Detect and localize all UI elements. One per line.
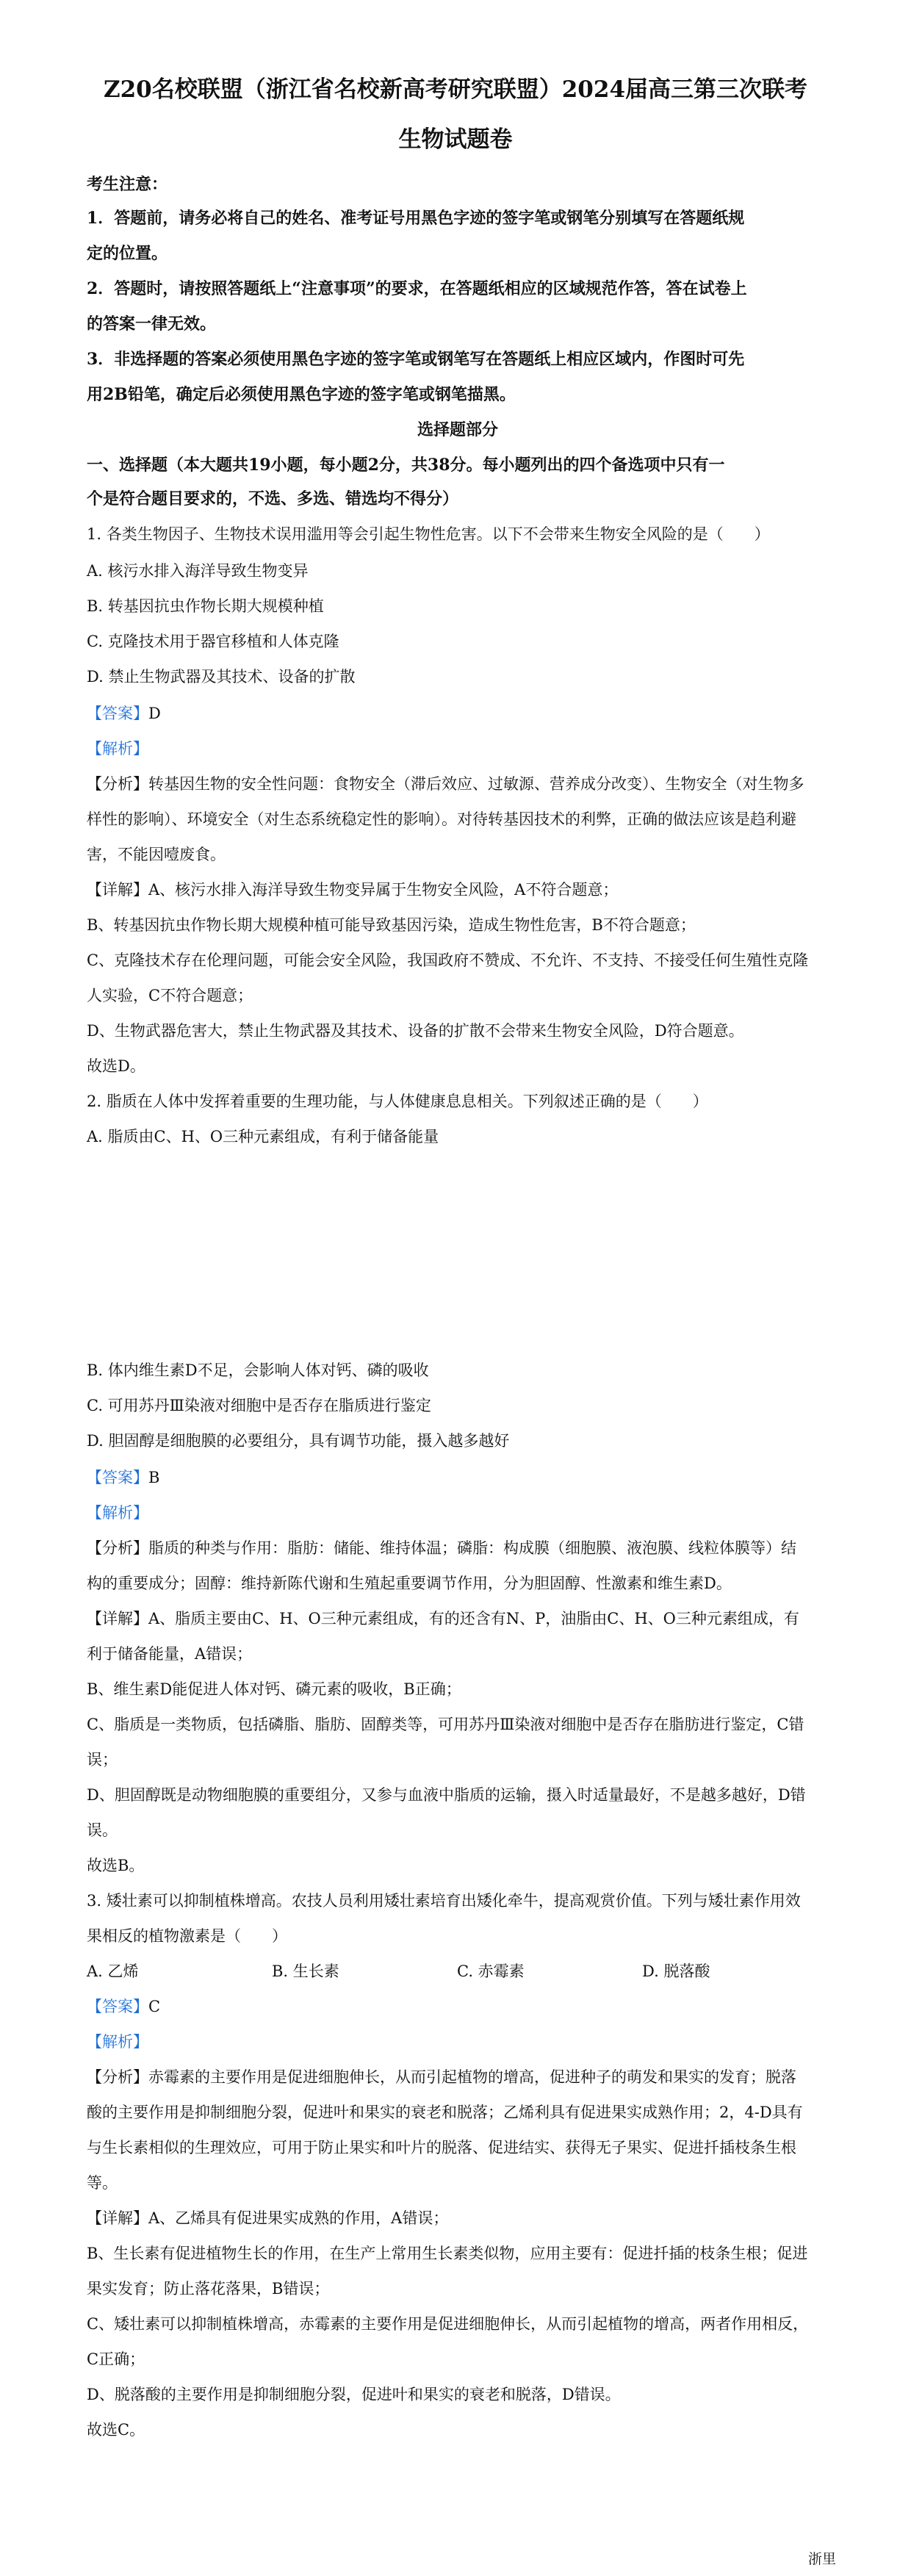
q1-analysis-tag: 【解析】 bbox=[87, 740, 148, 758]
q2-fenxi-line-1 bbox=[87, 1537, 829, 1559]
notice-item-2-line-2: 的答案一律无效。 bbox=[87, 314, 217, 334]
q3-conclusion: 故选C。 bbox=[87, 2421, 145, 2439]
fenxi-tag: 【分析】 bbox=[87, 1539, 148, 1557]
q2-detail-line-1 bbox=[87, 1608, 829, 1630]
q2-option-d: D. 胆固醇是细胞膜的必要组分，具有调节功能，摄入越多越好 bbox=[87, 1432, 510, 1450]
q3-stem-line-1: 3. 矮壮素可以抑制植株增高。农技人员利用矮壮素培育出矮化牵牛，提高观赏价值。下列与矮壮素作用效 bbox=[87, 1892, 801, 1910]
notice-item-1-line-2: 定的位置。 bbox=[87, 244, 168, 263]
q3-fenxi-line-1 bbox=[87, 2066, 829, 2088]
fenxi-tag: 【分析】 bbox=[87, 2068, 148, 2086]
q2-detail-line-3: B、维生素D能促进人体对钙、磷元素的吸收，B正确； bbox=[87, 1680, 461, 1698]
q1-answer bbox=[87, 702, 829, 724]
q1-conclusion: 故选D。 bbox=[87, 1057, 145, 1075]
q3-option-a: A. 乙烯 bbox=[87, 1962, 139, 1980]
notice-item-1-line-1: 1．答题前，请务必将自己的姓名、准考证号用黑色字迹的签字笔或钢笔分别填写在答题纸规 bbox=[87, 209, 745, 228]
q3-fenxi-line-4: 等。 bbox=[87, 2174, 118, 2192]
part-title: 选择题部分 bbox=[417, 420, 498, 439]
notice-item-3-line-1: 3．非选择题的答案必须使用黑色字迹的签字笔或钢笔写在答题纸上相应区域内，作图时可先 bbox=[87, 350, 745, 369]
q1-option-a: A. 核污水排入海洋导致生物变异 bbox=[87, 562, 309, 580]
answer-tag: 【答案】 bbox=[87, 1469, 148, 1486]
q2-detail-line-7: 误。 bbox=[87, 1821, 118, 1839]
q3-option-b: B. 生长素 bbox=[272, 1962, 339, 1980]
detail-text: A、核污水排入海洋导致生物变异属于生物安全风险，A不符合题意； bbox=[148, 881, 619, 899]
section-heading-line-1: 一、选择题（本大题共19小题，每小题2分，共38分。每小题列出的四个备选项中只有一 bbox=[87, 456, 725, 475]
q3-analysis-tag: 【解析】 bbox=[87, 2033, 148, 2051]
answer-value: D bbox=[148, 705, 161, 722]
q3-fenxi-line-2: 酸的主要作用是抑制细胞分裂，促进叶和果实的衰老和脱落；乙烯利具有促进果实成熟作用；2，4-D具有 bbox=[87, 2104, 803, 2121]
q1-fenxi-line-1 bbox=[87, 773, 829, 795]
answer-tag: 【答案】 bbox=[87, 705, 148, 722]
q2-conclusion: 故选B。 bbox=[87, 1857, 145, 1874]
q1-option-c: C. 克隆技术用于器官移植和人体克隆 bbox=[87, 633, 339, 650]
q3-detail-line-3: 果实发育；防止落花落果，B错误； bbox=[87, 2280, 330, 2298]
q1-detail-line-2: B、转基因抗虫作物长期大规模种植可能导致基因污染，造成生物性危害，B不符合题意； bbox=[87, 916, 696, 934]
q3-option-d: D. 脱落酸 bbox=[642, 1962, 710, 1980]
q1-fenxi-line-3: 害，不能因噎废食。 bbox=[87, 846, 226, 863]
q3-stem-line-2: 果相反的植物激素是（ ） bbox=[87, 1927, 287, 1945]
q2-option-c: C. 可用苏丹Ⅲ染液对细胞中是否存在脂质进行鉴定 bbox=[87, 1397, 431, 1414]
detail-text: A、乙烯具有促进果实成熟的作用，A错误； bbox=[148, 2209, 449, 2227]
q1-fenxi-line-2: 样性的影响）、环境安全（对生态系统稳定性的影响）。对待转基因技术的利弊，正确的做法应该是趋利避 bbox=[87, 810, 796, 828]
q3-detail-line-6: D、脱落酸的主要作用是抑制细胞分裂，促进叶和果实的衰老和脱落，D错误。 bbox=[87, 2386, 621, 2403]
answer-tag: 【答案】 bbox=[87, 1998, 148, 2015]
notice-heading: 考生注意： bbox=[87, 175, 168, 194]
q3-detail-line-1 bbox=[87, 2207, 829, 2229]
fenxi-tag: 【分析】 bbox=[87, 775, 148, 793]
q3-answer bbox=[87, 1996, 829, 2018]
fenxi-text: 赤霉素的主要作用是促进细胞伸长，从而引起植物的增高，促进种子的萌发和果实的发育；脱落 bbox=[148, 2068, 796, 2086]
exam-title: Z20名校联盟（浙江省名校新高考研究联盟）2024届高三第三次联考 bbox=[103, 76, 808, 103]
detail-text: A、脂质主要由C、H、O三种元素组成，有的还含有N、P，油脂由C、H、O三种元素组成，有 bbox=[148, 1610, 799, 1627]
q3-detail-line-2: B、生长素有促进植物生长的作用，在生产上常用生长素类似物，应用主要有：促进扦插的枝条生根；促进 bbox=[87, 2245, 808, 2262]
notice-item-3-line-2: 用2B铅笔，确定后必须使用黑色字迹的签字笔或钢笔描黑。 bbox=[87, 385, 516, 404]
q1-detail-line-5: D、生物武器危害大，禁止生物武器及其技术、设备的扩散不会带来生物安全风险，D符合题意。 bbox=[87, 1022, 744, 1040]
section-heading-line-2: 个是符合题目要求的，不选、多选、错选均不得分） bbox=[87, 489, 459, 508]
q2-detail-line-4: C、脂质是一类物质，包括磷脂、脂肪、固醇类等，可用苏丹Ⅲ染液对细胞中是否存在脂肪进行鉴定，C错 bbox=[87, 1716, 804, 1733]
detail-tag: 【详解】 bbox=[87, 2209, 148, 2227]
q2-fenxi-line-2: 构的重要成分；固醇：维持新陈代谢和生殖起重要调节作用，分为胆固醇、性激素和维生素D。 bbox=[87, 1575, 732, 1592]
q1-option-b: B. 转基因抗虫作物长期大规模种植 bbox=[87, 597, 324, 615]
q2-stem: 2. 脂质在人体中发挥着重要的生理功能，与人体健康息息相关。下列叙述正确的是（ ） bbox=[87, 1093, 708, 1110]
q1-detail-line-3: C、克隆技术存在伦理问题，可能会安全风险，我国政府不赞成、不允许、不支持、不接受任何生殖性克隆 bbox=[87, 951, 809, 969]
q1-detail-line-4: 人实验，C不符合题意； bbox=[87, 987, 253, 1004]
q1-stem: 1. 各类生物因子、生物技术误用滥用等会引起生物性危害。以下不会带来生物安全风险的是（ ） bbox=[87, 525, 770, 543]
fenxi-text: 脂质的种类与作用：脂肪：储能、维持体温；磷脂：构成膜（细胞膜、液泡膜、线粒体膜等）结 bbox=[148, 1539, 796, 1557]
notice-item-2-line-1: 2．答题时，请按照答题纸上“注意事项”的要求，在答题纸相应的区域规范作答，答在试卷上 bbox=[87, 279, 747, 298]
q3-option-c: C. 赤霉素 bbox=[457, 1962, 525, 1980]
q1-option-d: D. 禁止生物武器及其技术、设备的扩散 bbox=[87, 668, 356, 686]
detail-tag: 【详解】 bbox=[87, 881, 148, 899]
q3-detail-line-5: C正确； bbox=[87, 2350, 145, 2368]
detail-tag: 【详解】 bbox=[87, 1610, 148, 1627]
q1-detail-line-1 bbox=[87, 879, 829, 901]
answer-value: B bbox=[148, 1469, 160, 1486]
q2-option-a: A. 脂质由C、H、O三种元素组成，有利于储备能量 bbox=[87, 1128, 439, 1145]
answer-value: C bbox=[148, 1998, 161, 2015]
q3-detail-line-4: C、矮壮素可以抑制植株增高，赤霉素的主要作用是促进细胞伸长，从而引起植物的增高，两者作用相反， bbox=[87, 2315, 809, 2333]
footer-watermark-text: 浙里 bbox=[808, 2551, 837, 2567]
q3-fenxi-line-3: 与生长素相似的生理效应，可用于防止果实和叶片的脱落、促进结实、获得无子果实、促进扦插枝条生根 bbox=[87, 2139, 796, 2156]
q2-option-b: B. 体内维生素D不足，会影响人体对钙、磷的吸收 bbox=[87, 1361, 429, 1379]
fenxi-text: 转基因生物的安全性问题：食物安全（滞后效应、过敏源、营养成分改变）、生物安全（对生物多 bbox=[148, 775, 804, 793]
q2-analysis-tag: 【解析】 bbox=[87, 1504, 148, 1522]
exam-subject-title: 生物试题卷 bbox=[398, 126, 513, 153]
q2-detail-line-5: 误； bbox=[87, 1751, 118, 1769]
q2-answer bbox=[87, 1467, 829, 1489]
q2-detail-line-2: 利于储备能量，A错误； bbox=[87, 1645, 253, 1663]
q2-detail-line-6: D、胆固醇既是动物细胞膜的重要组分，又参与血液中脂质的运输，摄入时适量最好，不是越多越好，D错 bbox=[87, 1786, 806, 1804]
